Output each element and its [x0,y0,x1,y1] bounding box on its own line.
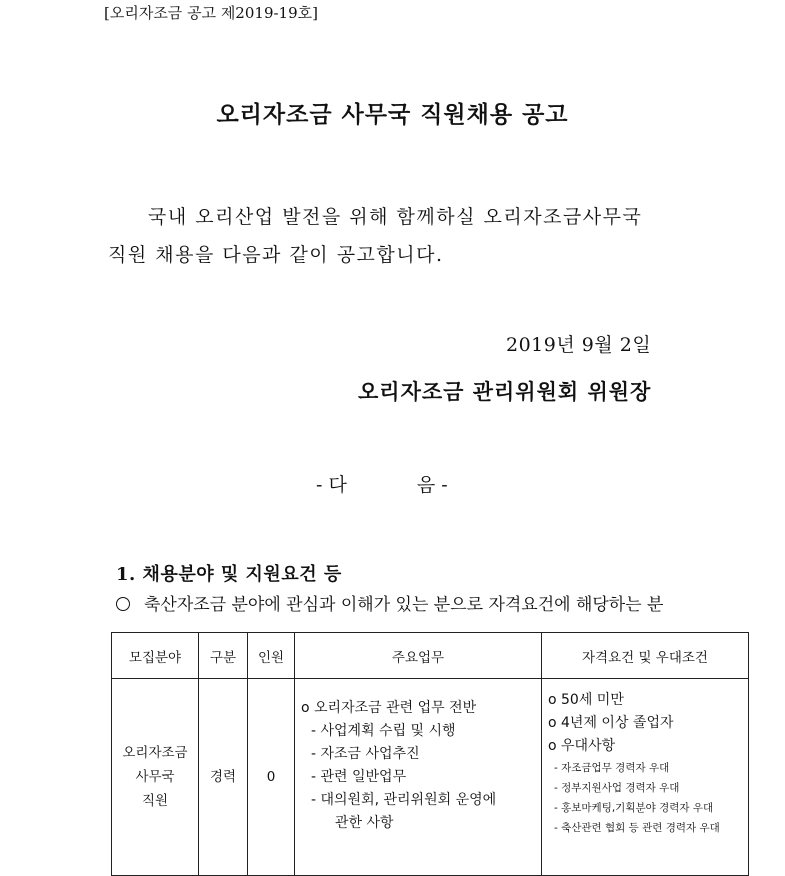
header-count: 인원 [248,633,295,679]
qualification-item: ο 우대사항 [548,738,616,754]
duty-item: - 대의원회, 관리위원회 운영에 [311,792,497,808]
header-type: 구분 [199,633,248,679]
preference-item: - 자조금업무 경력자 우대 [554,762,670,774]
page-title: 오리자조금 사무국 직원채용 공고 [216,101,569,128]
duty-main: ο 오리자조금 관련 업무 전반 [301,700,477,716]
cell-duties [295,679,542,876]
cell-type: 경력 [199,679,248,876]
header-duties: 주요업무 [295,633,542,679]
duty-item-continued: 관한 사항 [335,815,394,831]
circle-bullet-icon [116,597,130,611]
cell-count: 0 [248,679,295,876]
signer: 오리자조금 관리위원회 위원장 [358,379,652,404]
duty-item: - 자조금 사업추진 [311,746,420,762]
duty-item: - 관련 일반업무 [311,769,407,785]
table-header-row [112,633,749,679]
field-line: 사무국 [135,769,175,785]
cell-field [112,679,199,876]
recruitment-table [111,632,749,876]
section-bullet [116,590,663,615]
field-line: 오리자조금 [122,745,188,761]
header-field: 모집분야 [112,633,199,679]
preference-item: - 축산관련 협회 등 관련 경력자 우대 [554,822,720,834]
dasheum-right: 음 - [416,474,448,496]
qualification-item: ο 50세 미만 [548,692,624,708]
section-heading: 1. 채용분야 및 지원요건 등 [116,564,342,585]
table-row [112,679,749,876]
cell-qualifications [542,679,749,876]
dasheum-left: - 다 [316,474,347,496]
field-line: 직원 [141,793,169,809]
header-qualifications: 자격요건 및 우대조건 [542,633,749,679]
section-bullet-text: 축산자조금 분야에 관심과 이해가 있는 분으로 자격요건에 해당하는 분 [144,595,664,615]
dasheum-divider [316,470,448,497]
notice-number: [오리자조금 공고 제2019-19호] [104,4,318,22]
notice-date: 2019년 9월 2일 [506,334,652,356]
preference-item: - 홍보마케팅,기획분야 경력자 우대 [554,802,714,814]
qualification-item: ο 4년제 이상 졸업자 [548,715,674,731]
preference-item: - 정부지원사업 경력자 우대 [554,782,680,794]
intro-line-2: 직원 채용을 다음과 같이 공고합니다. [108,244,444,266]
duty-item: - 사업계획 수립 및 시행 [311,723,456,739]
intro-line-1: 국내 오리산업 발전을 위해 함께하실 오리자조금사무국 [148,206,643,228]
